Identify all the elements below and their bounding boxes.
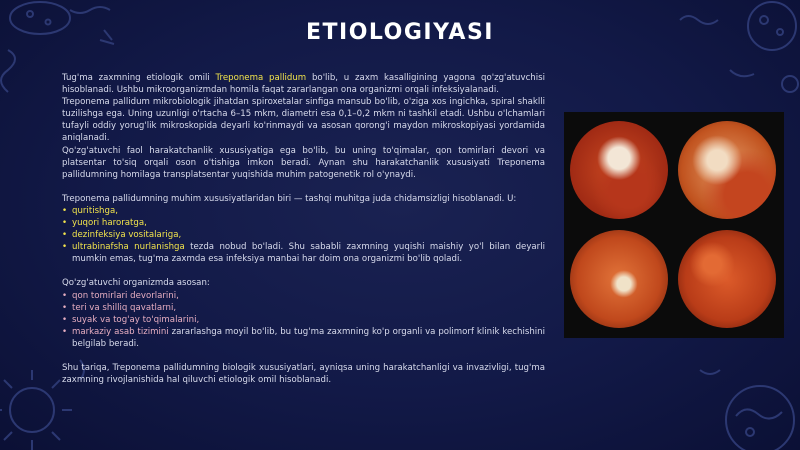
pathogen-name: Treponema pallidum: [215, 73, 307, 83]
list-item-label: dezinfeksiya vositalariga,: [72, 230, 182, 241]
intro-text: Tug'ma zaxmning etiologik omili: [62, 73, 216, 83]
intro-text-continued: bo'lib, u zaxm kasalligining yagona qo'zg'atuvchisi hisoblanadi. Ushbu mikroorganizmdan homila faqat zararlangan ona organizmi orqali infeksiyalanadi.: [62, 73, 545, 96]
fundus-photo-2: [678, 121, 776, 219]
bullet-icon: •: [62, 326, 68, 337]
list-item: [62, 205, 545, 217]
bacteria-decoration-bottom-right: [680, 340, 800, 450]
motility-paragraph: Qo'zg'atuvchi faol harakatchanlik xususiyatiga ega bo'lib, bu uning to'qimalar, qon tomirlari devori va platsentar to'siq orqali oson o'tishiga imkon beradi. Aynan shu harakatchanlik xususiyati Treponema pallidumning homilaga transplatsentar yuqishida muhim patogenetik rol o'ynaydi.: [62, 145, 545, 180]
organs-intro: Qo'zg'atuvchi organizmda asosan:: [62, 278, 210, 289]
bullet-icon: •: [62, 314, 68, 325]
resistance-list: [62, 205, 545, 265]
bullet-icon: •: [62, 218, 68, 229]
conclusion-paragraph: Shu tariqa, Treponema pallidumning biologik xususiyatlari, ayniqsa uning harakatchanligi va invazivligi, tug'ma zaxmning rivojlanishida hal qiluvchi etiologik omil hisoblanadi.: [62, 362, 545, 386]
fundus-image-panel: [564, 112, 784, 338]
organ-list: [62, 290, 545, 350]
fundus-photo-3: [570, 230, 668, 328]
list-item-label: markaziy asab tizimini: [72, 326, 169, 337]
list-item: [62, 229, 545, 241]
list-item: [62, 290, 545, 302]
bullet-icon: •: [62, 242, 68, 253]
list-item: [62, 217, 545, 229]
list-item-label: qon tomirlari devorlarini,: [72, 290, 179, 301]
resistance-intro: Treponema pallidumning muhim xususiyatlaridan biri — tashqi muhitga juda chidamsizligi hisoblanadi. U:: [62, 193, 517, 204]
list-item: [62, 314, 545, 326]
morphology-paragraph: Treponema pallidum mikrobiologik jihatdan spiroxetalar sinfiga mansub bo'lib, o'ziga xos ingichka, spiral shaklli tuzilishga ega. Uning uzunligi o'rtacha 6–15 mkm, diametri esa 0,1–0,2 mkm ni tashkil etadi. Ushbu o'lchamlari tufayli oddiy yorug'lik mikroskopida deyarli ko'rinmaydi va asosan qorong'i maydon mikroskopiyasi yordamida aniqlanadi.: [62, 97, 545, 144]
list-item: [62, 302, 545, 314]
bullet-icon: •: [62, 230, 68, 241]
fundus-photo-1: [570, 121, 668, 219]
bullet-icon: •: [62, 205, 68, 216]
list-item: [62, 326, 545, 350]
list-item-label: ultrabinafsha nurlanishga: [72, 242, 185, 253]
list-item: [62, 241, 545, 265]
list-item-label: yuqori haroratga,: [72, 218, 147, 229]
bullet-icon: •: [62, 302, 68, 313]
bacteria-decoration-top-right: [660, 0, 800, 110]
bullet-icon: •: [62, 290, 68, 301]
fundus-photo-4: [678, 230, 776, 328]
list-item-text: tezda nobud bo'ladi. Shu sababli zaxmning yuqishi maishiy yo'l bilan deyarli mumkin emas, tug'ma zaxmda esa infeksiya manbai har doim ona organizmi bo'lib qoladi.: [72, 242, 545, 265]
list-item-label: quritishga,: [72, 205, 118, 216]
content-block: [62, 72, 545, 386]
list-item-label: suyak va tog'ay to'qimalarini,: [72, 314, 200, 325]
slide-title: ETIOLOGIYASI: [306, 20, 494, 45]
list-item-label: teri va shilliq qavatlarni,: [72, 302, 177, 313]
intro-paragraph: [62, 72, 545, 96]
list-item-text: zararlashga moyil bo'lib, bu tug'ma zaxmning ko'p organli va polimorf klinik kechishini belgilab beradi.: [72, 326, 545, 349]
